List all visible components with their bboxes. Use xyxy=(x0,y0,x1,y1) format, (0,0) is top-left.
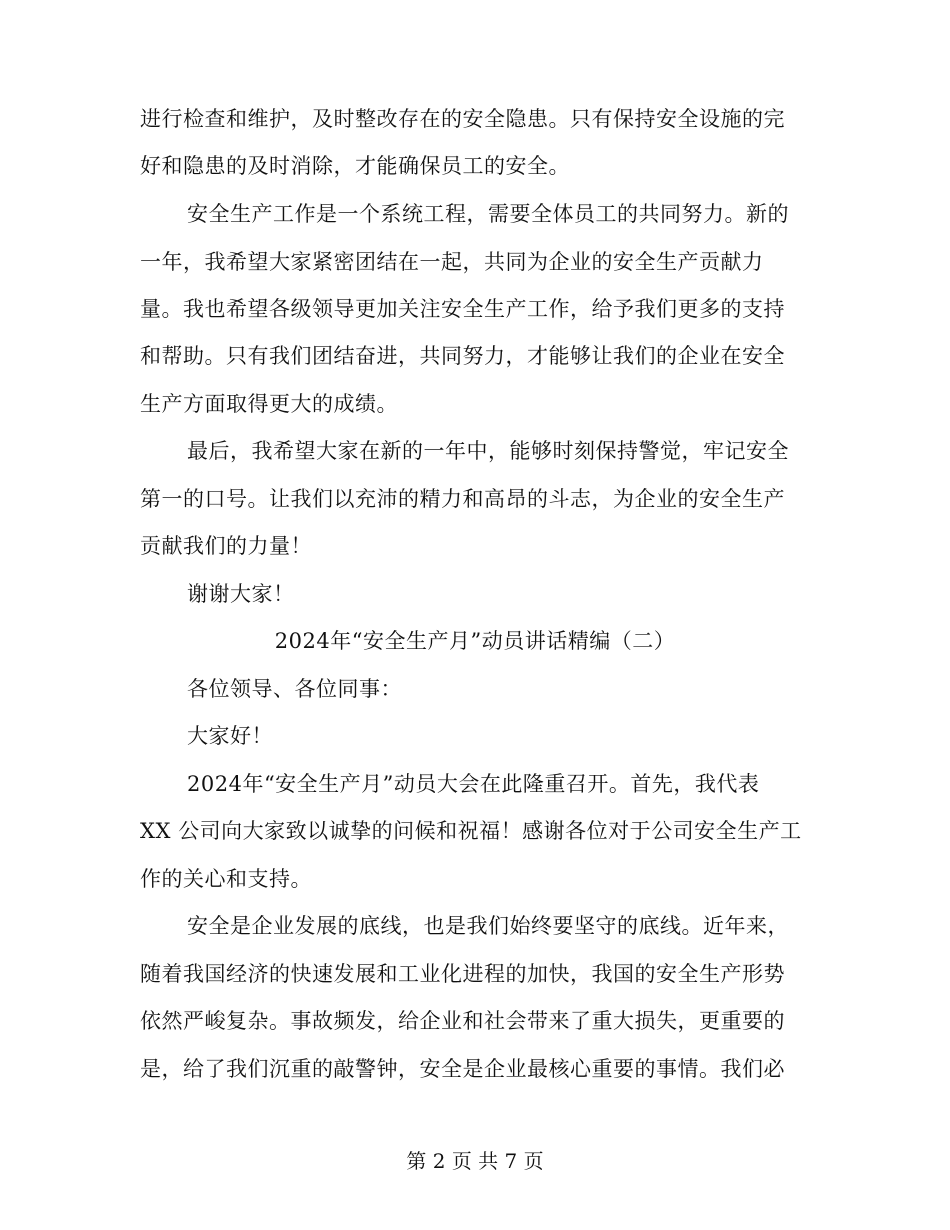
body-text-line: 生产方面取得更大的成绩。 xyxy=(140,392,398,416)
paragraph-start-line: 安全是企业发展的底线，也是我们始终要坚守的底线。近年来， xyxy=(187,914,789,938)
body-text-line: 和帮助。只有我们团结奋进，共同努力，才能够让我们的企业在安全 xyxy=(140,344,785,368)
page-number-footer: 第 2 页 共 7 页 xyxy=(406,1149,544,1173)
paragraph-start-line: 2024年“安全生产月”动员大会在此隆重召开。首先，我代表 xyxy=(187,772,760,796)
body-text-line: 第一的口号。让我们以充沛的精力和高昂的斗志，为企业的安全生产 xyxy=(140,487,785,511)
body-text-line: XX 公司向大家致以诚挚的问候和祝福！感谢各位对于公司安全生产工 xyxy=(140,819,802,843)
body-text-line: 一年，我希望大家紧密团结在一起，共同为企业的安全生产贡献力 xyxy=(140,250,764,274)
body-text-line: 好和隐患的及时消除，才能确保员工的安全。 xyxy=(140,154,570,178)
section-title: 2024年“安全生产月”动员讲话精编（二） xyxy=(274,629,676,653)
body-text-line: 贡献我们的力量！ xyxy=(140,534,312,558)
body-text-line: 是，给了我们沉重的敲警钟，安全是企业最核心重要的事情。我们必 xyxy=(140,1057,785,1081)
paragraph-start-line: 安全生产工作是一个系统工程，需要全体员工的共同努力。新的 xyxy=(187,202,789,226)
body-text-line: 依然严峻复杂。事故频发，给企业和社会带来了重大损失，更重要的 xyxy=(140,1009,785,1033)
body-text-line: 作的关心和支持。 xyxy=(140,867,312,891)
salutation: 各位领导、各位同事： xyxy=(187,677,402,701)
body-text-line: 进行检查和维护，及时整改存在的安全隐患。只有保持安全设施的完 xyxy=(140,107,785,131)
closing-line: 谢谢大家！ xyxy=(187,582,295,606)
paragraph-start-line: 最后，我希望大家在新的一年中，能够时刻保持警觉，牢记安全 xyxy=(187,439,789,463)
body-text-line: 量。我也希望各级领导更加关注安全生产工作，给予我们更多的支持 xyxy=(140,297,785,321)
body-text-line: 随着我国经济的快速发展和工业化进程的加快，我国的安全生产形势 xyxy=(140,962,785,986)
greeting: 大家好！ xyxy=(187,724,273,748)
